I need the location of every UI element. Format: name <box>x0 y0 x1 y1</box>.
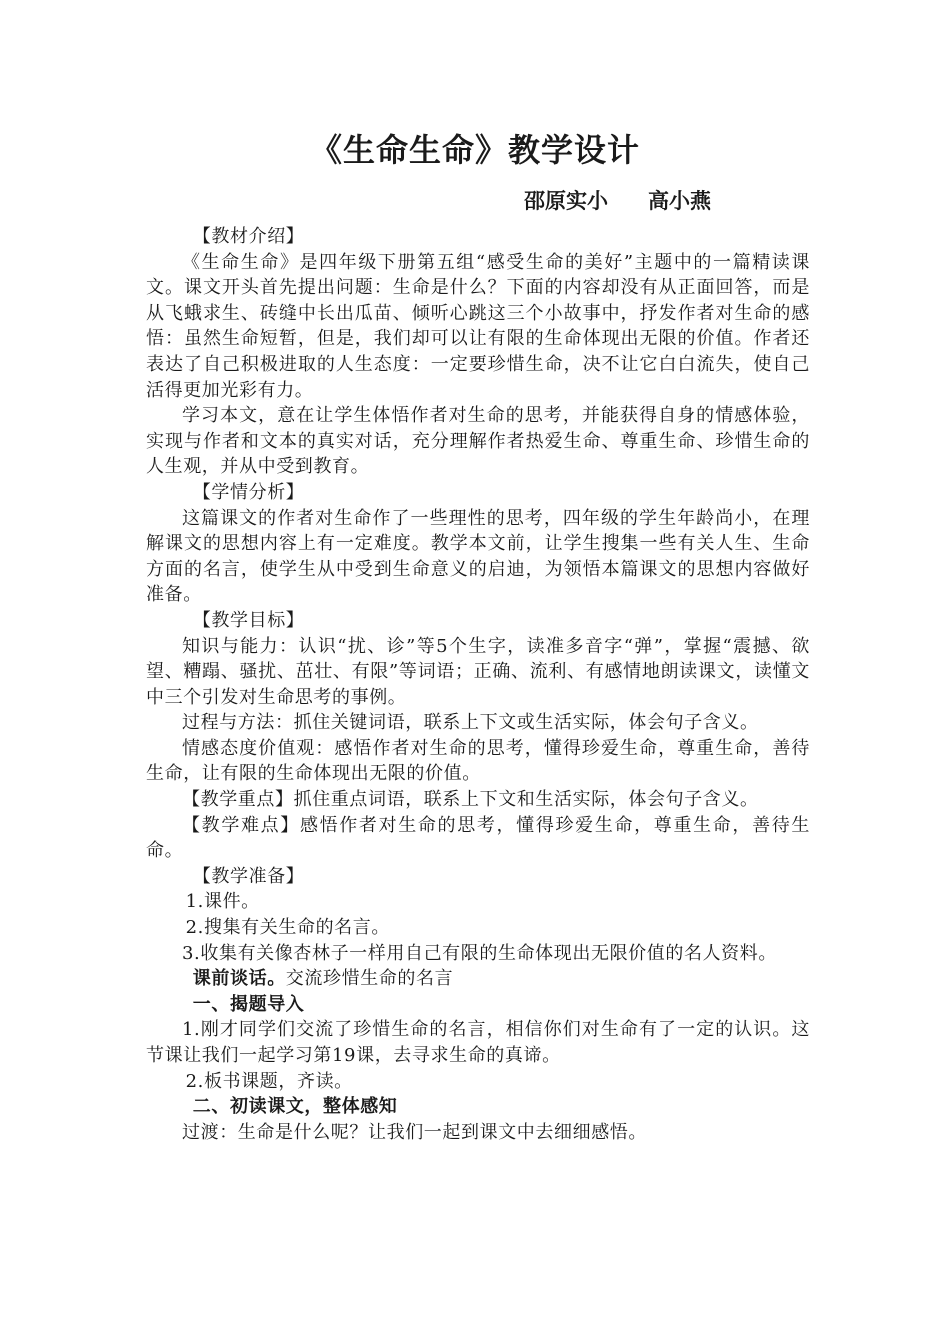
step1-heading: 一、揭题导入 <box>192 993 305 1015</box>
prep-item-1: 1.课件。 <box>185 891 260 913</box>
intro-paragraph-2: 学习本文，意在让学生体悟作者对生命的思考，并能获得自身的情感体验，实现与作者和文本的真实对话，充分理解作者热爱生命、尊重生命、珍惜生命的人生观，并从中受到教育。 <box>146 405 810 478</box>
pretalk <box>146 966 810 992</box>
step1-paragraph-1: 1.刚才同学们交流了珍惜生命的名言，相信你们对生命有了一定的认识。这节课让我们一起学习第19课，去寻求生命的真谛。 <box>146 1019 810 1066</box>
step2-paragraph-1: 过渡：生命是什么呢？让我们一起到课文中去细细感悟。 <box>182 1121 647 1143</box>
step1-paragraph-2: 2.板书课题，齐读。 <box>185 1070 353 1092</box>
author-name: 高小燕 <box>648 188 711 213</box>
goals-knowledge: 知识与能力：认识“扰、诊”等5个生字，读准多音字“弹”，掌握“震撼、欲望、糟蹋、骚扰、茁壮、有限”等词语；正确、流利、有感情地朗读课文，读懂文中三个引发对生命思考的事例。 <box>146 635 810 708</box>
analysis-heading: 【学情分析】 <box>192 481 305 503</box>
prep-item-2: 2.搜集有关生命的名言。 <box>185 917 390 939</box>
author-line <box>524 186 711 216</box>
prep-item-3: 3.收集有关像杏林子一样用自己有限的生命体现出无限价值的名人资料。 <box>182 942 777 964</box>
key-point <box>146 787 810 813</box>
difficulty-point <box>146 813 810 864</box>
key-point-label: 【教学重点】 <box>182 789 294 811</box>
pretalk-text: 交流珍惜生命的名言 <box>285 968 454 990</box>
difficulty-text: 感悟作者对生命的思考，懂得珍爱生命，尊重生命，善待生命。 <box>146 814 810 862</box>
author-school: 邵原实小 <box>524 188 608 213</box>
difficulty-label: 【教学难点】 <box>182 814 300 836</box>
document-body <box>146 224 810 1145</box>
goals-process: 过程与方法：抓住关键词语，联系上下文或生活实际，体会句子含义。 <box>182 712 759 734</box>
intro-heading: 【教材介绍】 <box>192 226 305 247</box>
key-point-text: 抓住重点词语，联系上下文和生活实际，体会句子含义。 <box>293 789 759 811</box>
goals-emotion: 情感态度价值观：感悟作者对生命的思考，懂得珍爱生命，尊重生命，善待生命，让有限的生命体现出无限的价值。 <box>146 737 810 785</box>
pretalk-label: 课前谈话。 <box>192 968 286 990</box>
goals-heading: 【教学目标】 <box>192 609 305 631</box>
prep-heading: 【教学准备】 <box>192 865 305 887</box>
step2-heading: 二、初读课文，整体感知 <box>192 1096 398 1118</box>
document-title: 《生命生命》教学设计 <box>309 131 640 169</box>
analysis-paragraph: 这篇课文的作者对生命作了一些理性的思考，四年级的学生年龄尚小，在理解课文的思想内容上有一定难度。教学本文前，让学生搜集一些有关人生、生命方面的名言，使学生从中受到生命意义的启迪，为领悟本篇课文的思想内容做好准备。 <box>146 507 810 606</box>
intro-paragraph-1: 《生命生命》是四年级下册第五组“感受生命的美好”主题中的一篇精读课文。课文开头首先提出问题：生命是什么？下面的内容却没有从正面回答，而是从飞蛾求生、砖缝中长出瓜苗、倾听心跳这三个小故事中，抒发作者对生命的感悟：虽然生命短暂，但是，我们却可以让有限的生命体现出无限的价值。作者还表达了自己积极进取的人生态度：一定要珍惜生命，决不让它白白流失，使自己活得更加光彩有力。 <box>146 251 810 401</box>
